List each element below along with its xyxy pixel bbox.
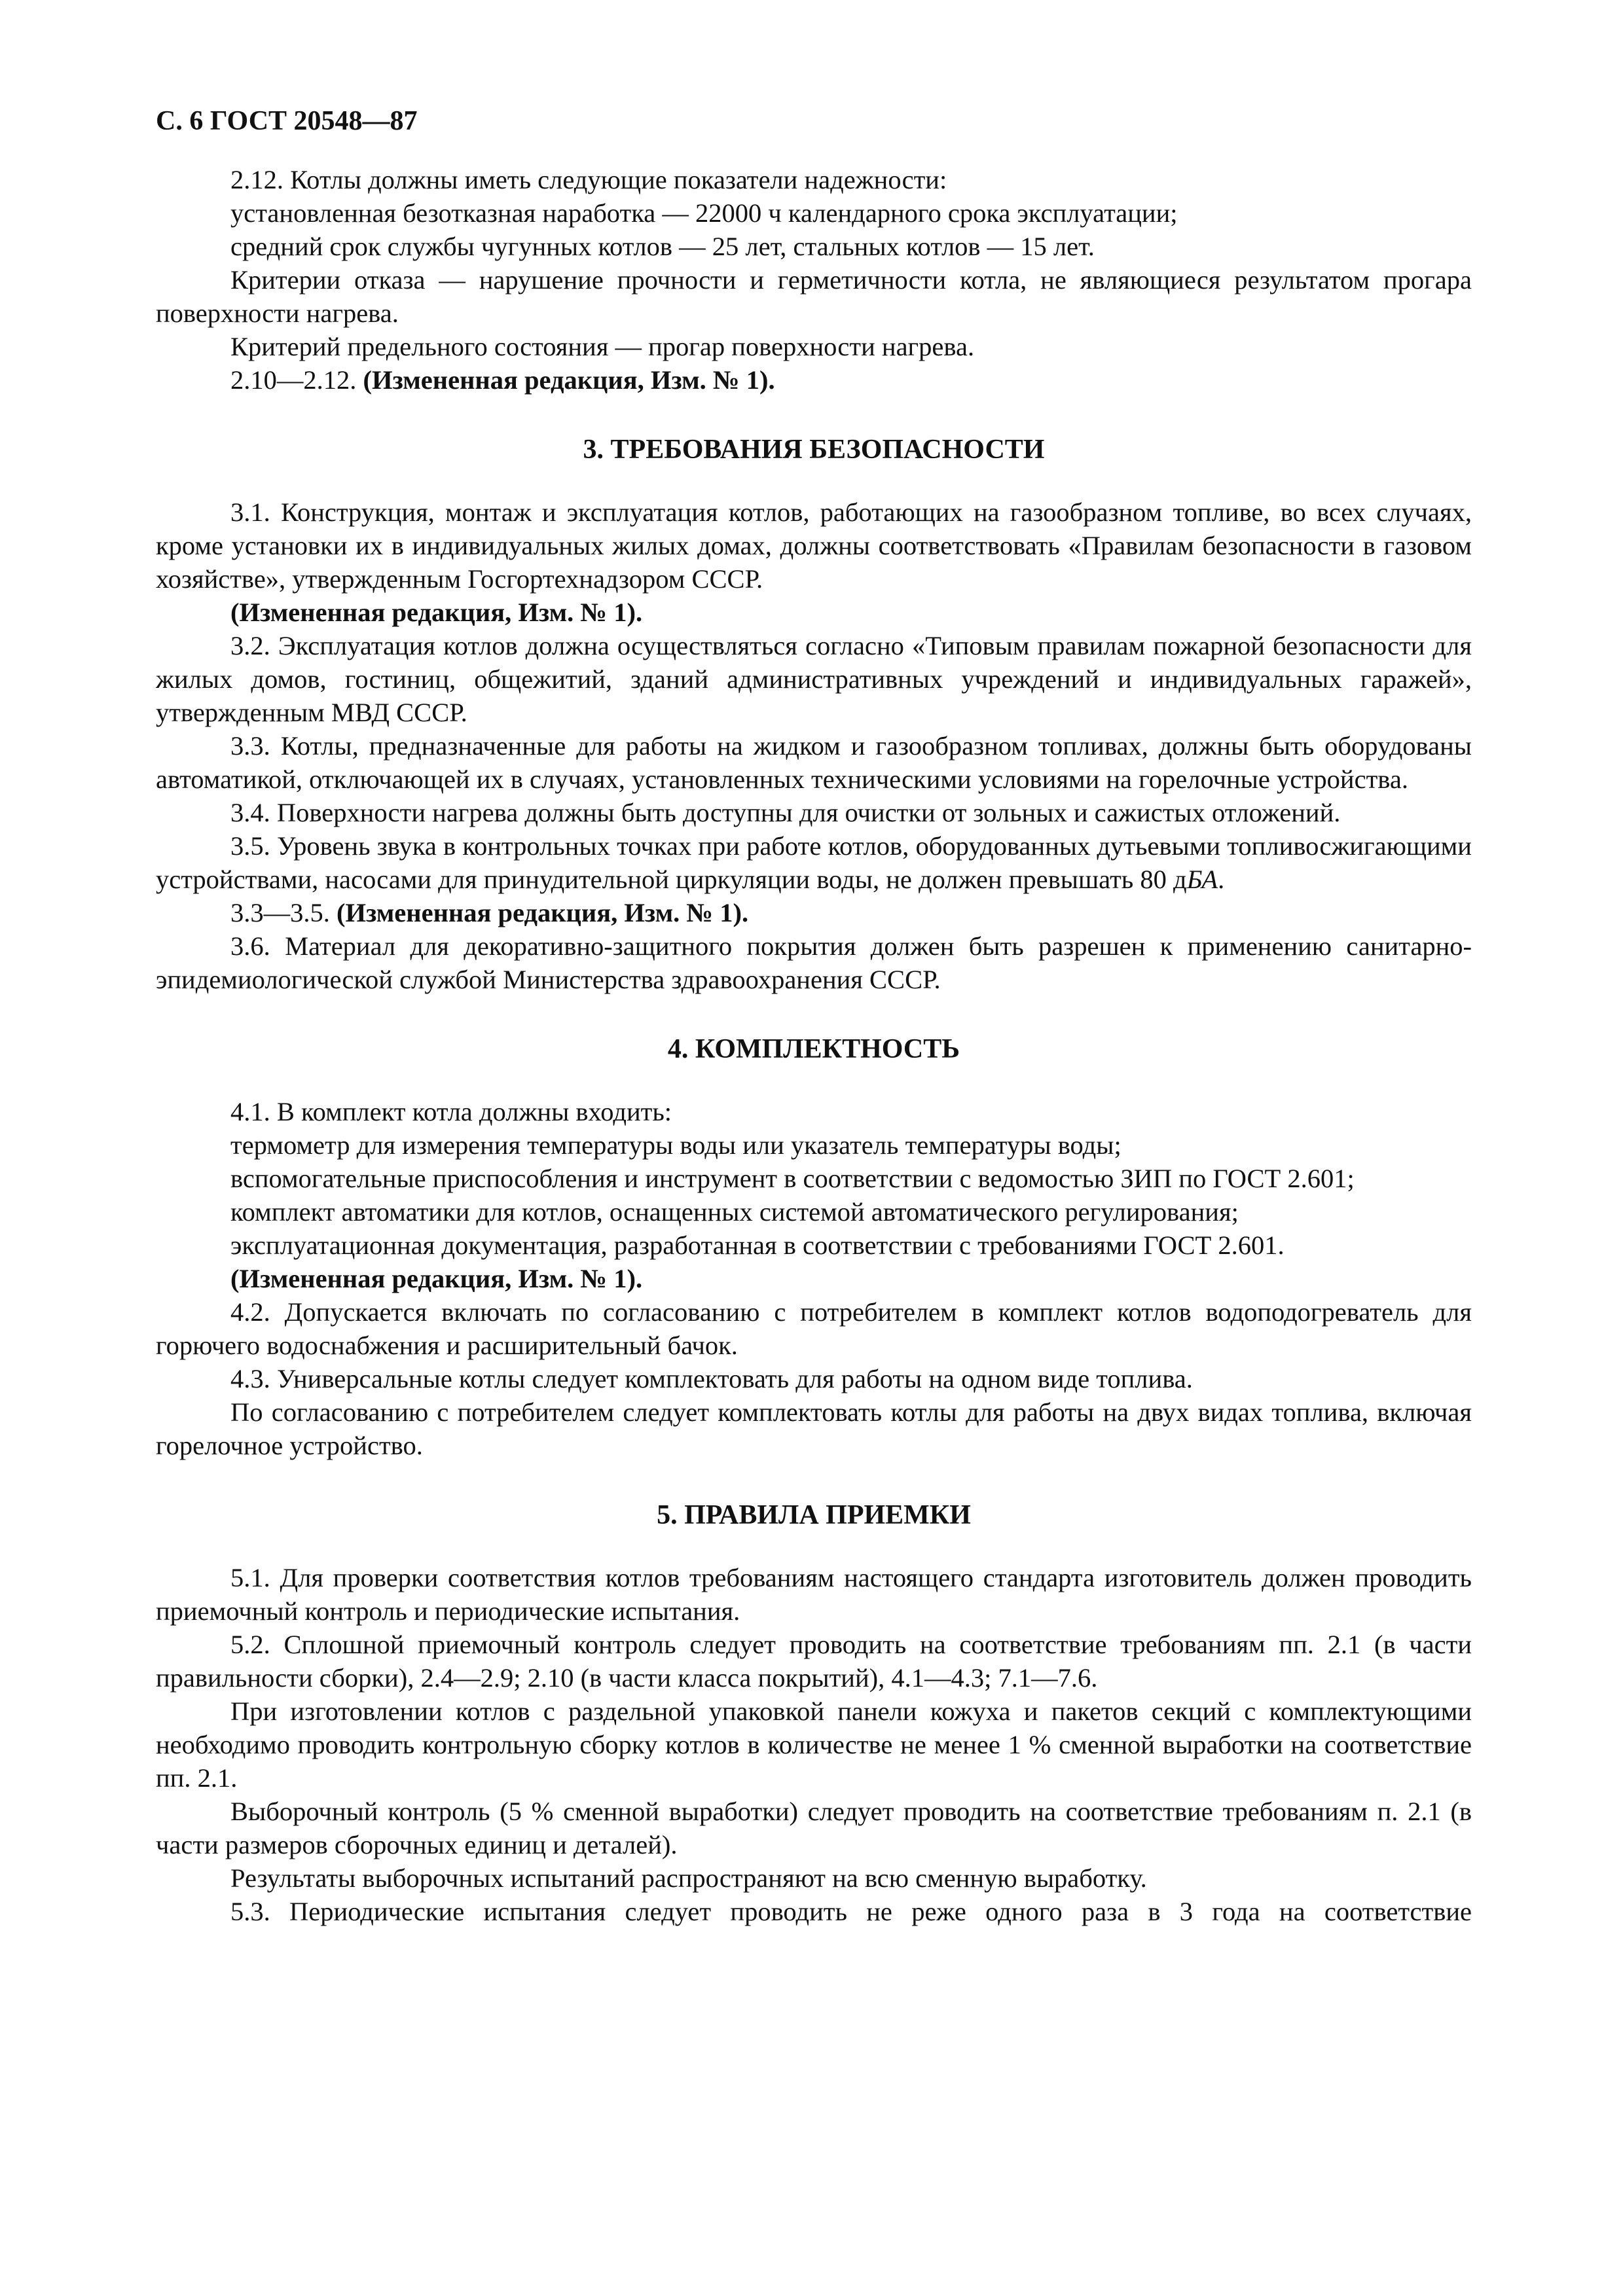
paragraph: 5.1. Для проверки соответствия котлов требованиям настоящего стандарта изготовитель должен проводить приемочный контроль и периодические испытания. [156, 1563, 1472, 1626]
amendment-text: (Измененная редакция, Изм. № 1). [337, 898, 749, 927]
paragraph: вспомогательные приспособления и инструмент в соответствии с ведомостью ЗИП по ГОСТ 2.601; [230, 1164, 1355, 1193]
amendment-note [156, 363, 1472, 397]
paragraph: комплект автоматики для котлов, оснащенных системой автоматического регулирования; [230, 1197, 1239, 1227]
amendment-note [156, 896, 1472, 929]
unit-italic: БА [1186, 865, 1218, 894]
text-run: 3.5. Уровень звука в контрольных точках при работе котлов, оборудованных дутьевыми топливосжигающими устройствами, насосами для принудительной циркуляции воды, не должен превышать 80 д [156, 831, 1472, 894]
paragraph: По согласованию с потребителем следует комплектовать котлы для работы на двух видах топлива, включая горелочное устройство. [156, 1397, 1472, 1460]
section-heading: 5. ПРАВИЛА ПРИЕМКИ [657, 1500, 971, 1530]
paragraph: установленная безотказная наработка — 22000 ч календарного срока эксплуатации; [230, 198, 1178, 228]
paragraph: 3.6. Материал для декоративно-защитного покрытия должен быть разрешен к применению санитарно-эпидемиологической службой Министерства здравоохранения СССР. [156, 931, 1472, 994]
paragraph: 5.3. Периодические испытания следует проводить не реже одного раза в 3 года на соответствие [230, 1897, 1472, 1926]
paragraph: Результаты выборочных испытаний распространяют на всю сменную выработку. [230, 1863, 1147, 1893]
paragraph: 3.3. Котлы, предназначенные для работы на жидком и газообразном топливах, должны быть оборудованы автоматикой, отключающей их в случаях, установленных техническими условиями на горелочные устройства. [156, 731, 1472, 794]
paragraph: 3.4. Поверхности нагрева должны быть доступны для очистки от зольных и сажистых отложений. [230, 798, 1341, 827]
note-prefix: 2.10—2.12. [230, 365, 363, 395]
note-prefix: 3.3—3.5. [230, 898, 337, 927]
paragraph: 3.1. Конструкция, монтаж и эксплуатация котлов, работающих на газообразном топливе, во всех случаях, кроме установки их в индивидуальных жилых домах, должны соответствовать «Правилам безопасности в газовом хозяйстве», утвержденным Госгортехнадзором СССР. [156, 497, 1472, 594]
paragraph: 5.2. Сплошной приемочный контроль следует проводить на соответствие требованиям пп. 2.1 (в части правильности сборки), 2.4—2.9; 2.10 (в части класса покрытий), 4.1—4.3; 7.1—7.6. [156, 1630, 1472, 1693]
amendment-text: (Измененная редакция, Изм. № 1). [363, 365, 775, 395]
amendment-note: (Измененная редакция, Изм. № 1). [230, 598, 643, 627]
paragraph: 3.2. Эксплуатация котлов должна осуществляться согласно «Типовым правилам пожарной безопасности для жилых домов, гостиниц, общежитий, зданий административных учреждений и индивидуальных гаражей», утвержденным МВД СССР. [156, 631, 1472, 727]
paragraph: термометр для измерения температуры воды или указатель температуры воды; [230, 1130, 1122, 1160]
paragraph: Критерий предельного состояния — прогар поверхности нагрева. [230, 332, 975, 361]
amendment-note: (Измененная редакция, Изм. № 1). [230, 1264, 643, 1293]
paragraph: 4.1. В комплект котла должны входить: [230, 1097, 672, 1126]
page-header: С. 6 ГОСТ 20548—87 [156, 106, 418, 136]
text-run: . [1218, 865, 1225, 894]
paragraph: Выборочный контроль (5 % сменной выработки) следует проводить на соответствие требованиям п. 2.1 (в части размеров сборочных единиц и деталей). [156, 1797, 1472, 1859]
section-heading: 3. ТРЕБОВАНИЯ БЕЗОПАСНОСТИ [583, 435, 1045, 465]
section-heading: 4. КОМПЛЕКТНОСТЬ [667, 1034, 960, 1064]
paragraph: 4.2. Допускается включать по согласованию с потребителем в комплект котлов водоподогреватель для горючего водоснабжения и расширительный бачок. [156, 1297, 1472, 1360]
paragraph: При изготовлении котлов с раздельной упаковкой панели кожуха и пакетов секций с комплектующими необходимо проводить контрольную сборку котлов в количестве не менее 1 % сменной выработки на соответствие пп. 2.1. [156, 1696, 1472, 1793]
paragraph [156, 829, 1472, 896]
paragraph: Критерии отказа — нарушение прочности и герметичности котла, не являющиеся результатом прогара поверхности нагрева. [156, 265, 1472, 328]
paragraph: эксплуатационная документация, разработанная в соответствии с требованиями ГОСТ 2.601. [230, 1230, 1285, 1260]
paragraph: 2.12. Котлы должны иметь следующие показатели надежности: [230, 165, 947, 194]
document-page [156, 105, 1472, 1928]
paragraph: 4.3. Универсальные котлы следует комплектовать для работы на одном виде топлива. [230, 1364, 1193, 1393]
paragraph: средний срок службы чугунных котлов — 25 лет, стальных котлов — 15 лет. [230, 232, 1095, 261]
